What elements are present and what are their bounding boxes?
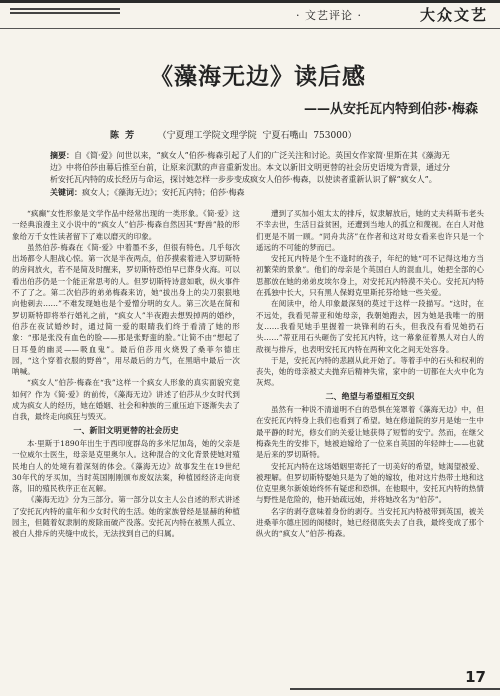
keywords: [50, 187, 450, 198]
body-paragraph: 《藻海无边》分为三部分。第一部分以女主人公自述的形式讲述了安托瓦内特的童年和少女时代的生活。她的家族曾经是显赫的种植园主，但随着奴隶制的废除而破产没落。安托瓦内特在被黑人孤立、被白人排斥的夹缝中成长，无法找到自己的归属。: [12, 495, 240, 539]
section-heading-2: 二、绝望与希望相互交织: [325, 391, 415, 401]
section-heading-1: 一、新旧文明更替的社会历史: [73, 425, 179, 435]
keywords-label: 关键词：: [50, 188, 82, 197]
right-column: [256, 208, 484, 540]
author-name: 陈 芳: [110, 131, 135, 141]
body-paragraph: 安托瓦内特在这场婚姻里寄托了一切美好的希望，她渴望被爱、被理解。但罗切斯特娶她只是为了她的嫁妆，他对这片热带土地和这位克里奥尔新娘始终怀有疑虑和恐惧。在他眼中，安托瓦内特的热情与野性是危险的，他开始疏远她，并将她改名为“伯莎”。: [256, 461, 484, 505]
body-paragraph: 名字的剥夺意味着身份的剥夺。当安托瓦内特被带到英国，被关进桑菲尔德庄园的阁楼时，她已经彻底失去了自我，最终变成了那个纵火的“疯女人”伯莎·梅森。: [256, 506, 484, 539]
body-paragraph: 于是，安托瓦内特的悲剧从此开始了。等着手中的石头和权利的丧失，她的母亲被丈夫抛弃后精神失常，家中的一切都在大火中化为灰烬。: [256, 355, 484, 388]
body-paragraph: 虽然有一种说不清道明不白的恐惧在笼罩着《藻海无边》中，但在安托瓦内特身上我们也看到了希望。她在修道院的岁月是她一生中最平静的时光，修女们的关爱让她获得了短暂的安宁。然而，在继父梅森先生的安排下，她被迫嫁给了一位来自英国的年轻绅士——也就是后来的罗切斯特。: [256, 405, 484, 460]
body-paragraph: 安托瓦内特是个生不逢时的孩子，年纪的她“可不记得这地方当初繁荣的景象”。他们的母亲是个英国白人的混血儿，她把全部的心思都放在她的弟弟皮埃尔身上，对安托瓦内特漠不关心。安托瓦内特在孤独中长大，只有黑人保姆克里斯托芬给她一些关爱。: [256, 254, 484, 298]
header-divider: [0, 28, 500, 29]
body-paragraph: 遭到了买加小姐太太的排斥，奴隶解放后，她的丈夫科斯韦老头不幸去世，生活日益贫困，还遭到当地人的孤立和蔑视。在白人对他们更是不屑一顾。“同舟共济”在作者和这对母女看来也许只是一个遥远的不可能的梦而已。: [256, 209, 484, 252]
keywords-text: 疯女人；《藻海无边》；安托瓦内特；伯莎·梅森: [82, 188, 245, 197]
magazine-brand: 大众文艺: [419, 6, 488, 24]
article-title: 《藻海无边》读后感: [150, 64, 366, 90]
body-paragraph: “疯癫”女性形象是文学作品中经常出现的一类形象。《简·爱》这一经典浪漫主义小说中的“疯女人”伯莎·梅森自然因其“野兽”般的形象给万千女性读者留下了难以磨灭的印象。: [12, 209, 240, 241]
body-paragraph: 在阅读中，给人印象最深刻的莫过于这样一段描写。“这时，在不远处，我看见蒂亚和她母亲，我朝她跑去，因为她是我唯一的朋友……我看见她手里握着一块锋利的石头，但我没有看见她扔石头……”蒂亚用石头砸伤了安托瓦内特，这一幕象征着黑人对白人的敌视与排斥，也表明安托瓦内特在两种文化之间无处容身。: [256, 299, 484, 354]
byline: [110, 128, 357, 141]
section-label: · 文艺评论 ·: [296, 9, 362, 22]
article-subtitle: ——从安托瓦内特到伯莎·梅森: [304, 102, 478, 117]
author-affiliation: （宁夏理工学院文理学院 宁夏石嘴山 753000）: [157, 131, 357, 141]
page-number: 17: [465, 668, 486, 686]
bottom-rule: [290, 688, 500, 690]
abstract: [50, 150, 450, 186]
abstract-text: 自《简·爱》问世以来，“疯女人”伯莎·梅森引起了人们的广泛关注和讨论。英国女作家简·里斯在其《藻海无边》中将伯莎由幕后推至台前，让原来沉默的声音重新发出。本文以新旧文明更替的社会历史语境为背景，通过分析安托瓦内特的成长经历与命运，探讨她怎样一步步变成疯女人伯莎·梅森，以使读者重新认识了解“疯女人”。: [50, 151, 450, 184]
body-paragraph: “疯女人”伯莎·梅森在“我”这样一个疯女人形象的真实面貌究竟如何？作为《简·爱》的前传，《藻海无边》讲述了伯莎从少女时代到成为疯女人的经历，她在婚姻、社会和种族的三重压迫下逐渐失去了自我，最终走向疯狂与毁灭。: [12, 378, 240, 422]
left-column: [12, 208, 240, 540]
body-paragraph: 本·里斯于1890年出生于西印度群岛的多米尼加岛，她的父亲是一位威尔士医生，母亲是克里奥尔人。这种混合的文化背景使她对殖民地白人的处境有着深刻的体会。《藻海无边》故事发生在19世纪30年代的牙买加，当时英国刚刚颁布废奴法案，种植园经济走向衰落，旧的殖民秩序正在瓦解。: [12, 438, 240, 494]
abstract-label: 摘要：: [50, 151, 74, 160]
top-rule: [0, 0, 500, 3]
body-paragraph: 虽然伯莎·梅森在《简·爱》中着墨不多，但很有特色。几乎每次出场都令人胆战心惊。第一次是半夜两点，伯莎摸索着进入罗切斯特的房间放火，若不是简及时醒来，罗切斯特恐怕早已葬身火海。可以看出伯莎仍是一个能正常思考的人。但罗切斯特诗意如歌，纵火事件不了了之。第二次伯莎的弟弟梅森来访，她“拔出身上的尖刀狠狠地向他刺去……”不难发现她也是个爱憎分明的女人。第三次是在简和罗切斯特即将举行婚礼之前，“疯女人”半夜跑去想毁掉两的婚纱，伯莎在夜试婚纱时，通过简一爱的眼睛我们终于看清了她的形象：“那是张没有血色的脸——那是张野蛮的脸。”让简不由“想起了日耳曼的幽灵——吸血鬼”。最后伯莎用火烧毁了桑菲尔德庄园，“这个穿着衣服的野兽”，用尽最后的力气，在黑暗中最后一次呐喊。: [12, 242, 240, 377]
decorative-header-lines: [10, 8, 120, 18]
